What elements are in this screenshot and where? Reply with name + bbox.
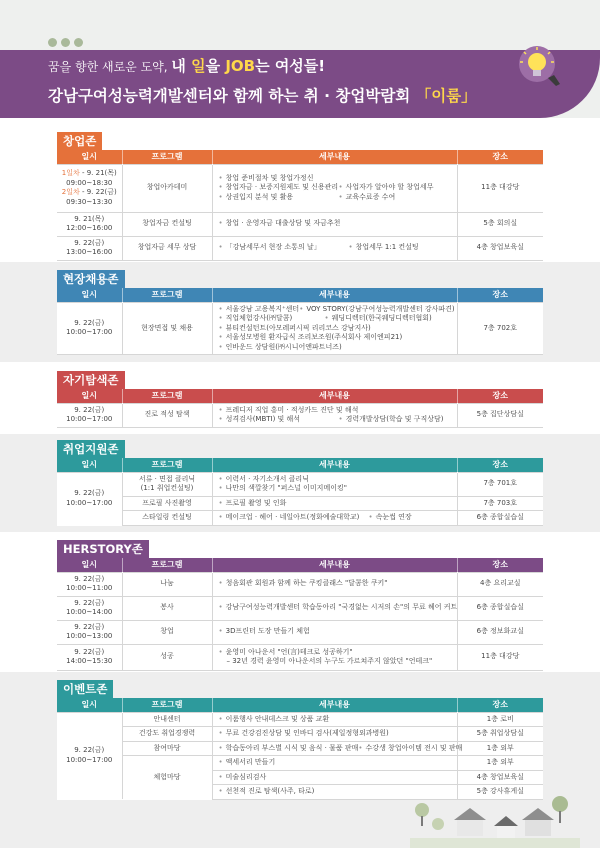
zone-title-event: 이벤트존 [57,680,113,698]
table-row: 9. 22(금) 10:00~17:00 서류 · 면접 클리닉 (1:1 취업컨설팅) • 이력서 · 자기소개서 클리닉 • 나만의 색깔찾기 "퍼스널 이미지메이킹" 7층 701호 [57,472,543,496]
table-row: 건강도 취업경쟁력 • 무료 건강검진상담 및 인바디 검사(제일정형외과병원) 5층 취업상담실 [57,727,543,742]
hiring-table [57,288,543,355]
table-row: 스타일링 컨설팅 • 메이크업 · 헤어 · 네일아트(정화예술대학교) • 속눈썹 연장 6층 종합실습실 [57,511,543,526]
self-table [57,389,543,428]
support-section [0,434,600,532]
table-header-row: 일시 프로그램 세부내용 장소 [57,288,543,302]
table-row: 1일차 - 9. 21(목) 09:00~18:30 2일차 - 9. 22(금) 09:30~13:30 창업아카데미 • 창업 준비절차 및 창업가정신 • 창업자금 · 보증지원제도 및 신용관리 • 사업자가 알아야 할 창업세무 • 상권입지 분석 및 활용 • 교육수료증 수여 11층 대강당 [57,164,543,212]
table-row: 9. 22(금) 10:00~13:00 창업 • 3D프린터 도장 만들기 체험 6층 정보화교실 [57,620,543,644]
table-row: 9. 22(금) 10:00~14:00 봉사 • 강남구여성능력개발센터 학습동아리 "국경없는 시저의 손"의 무료 헤어 커트 6층 종합실습실 [57,596,543,620]
self-section [0,365,600,432]
table-header-row: 일시 프로그램 세부내용 장소 [57,458,543,472]
startup-section [0,124,600,258]
table-header-row: 일시 프로그램 세부내용 장소 [57,150,543,164]
zone-title-hiring: 현장채용존 [57,270,125,288]
table-row: 9. 22(금) 10:00~17:00 현장면접 및 채용 • 서울강남 고용복지⁺센터 • VOY STORY(강남구여성능력개발센터 강사파견) • 직업체험강사(㈜달콤) • 웨딩디렉터(한국웨딩디렉터협회) • 뷰티컨설턴트(아모레퍼시픽 리리코스 강남지사) • 서울성모병원 환자급식 조리보조원(주식회사 제이엔피21) • 인바운드 상담원(㈜시니어앤파트너즈) 7층 702호 [57,302,543,355]
table-row: • 선천적 진로 탐색(사주, 타로) 5층 강사휴게실 [57,785,543,800]
table-header-row: 일시 프로그램 세부내용 장소 [57,558,543,572]
table-row: 9. 22(금) 10:00~11:00 나눔 • 청음회관 회원과 함께 하는 쿠킹클래스 "달콤한 쿠키" 4층 요리교실 [57,572,543,596]
hiring-section [0,262,600,362]
header-banner [0,0,600,118]
zone-title-startup: 창업존 [57,132,102,150]
startup-table [57,150,543,261]
table-row: 체험마당 • 액세서리 만들기 1층 외부 [57,756,543,771]
village-illustration-icon [410,790,580,848]
table-row: 9. 22(금) 14:00~15:30 성공 • 윤영미 아나운서 "언(言)테크로 성공하기" – 32년 경력 윤영미 아나운서의 누구도 가르쳐주지 않았던 "언테크" 11층 대강당 [57,644,543,670]
tagline: 꿈을 향한 새로운 도약, 내 일을 JOB는 여성들! [48,57,326,75]
page-title: 강남구여성능력개발센터와 함께 하는 취 · 창업박람회 「이룸」 [48,87,477,105]
table-header-row: 일시 프로그램 세부내용 장소 [57,698,543,712]
zone-title-support: 취업지원존 [57,440,125,458]
zone-title-self: 자기탐색존 [57,371,125,389]
table-row: 9. 22(금) 13:00~16:00 창업자금 세무 상담 • 「강남세무서 현장 소통의 날」 • 창업세무 1:1 컨설팅 4층 창업보육실 [57,236,543,260]
herstory-table [57,558,543,671]
lightbulb-icon [512,42,562,92]
table-header-row: 일시 프로그램 세부내용 장소 [57,389,543,403]
table-row: • 미술심리검사 4층 창업보육실 [57,770,543,785]
zone-title-herstory: HERSTORY존 [57,540,149,558]
support-table [57,458,543,526]
table-row: 프로필 사진촬영 • 프로필 촬영 및 인화 7층 703호 [57,496,543,511]
table-row: 9. 22(금) 10:00~17:00 안내센터 • 이룸행사 안내데스크 및 상품 교환 1층 로비 [57,712,543,727]
table-row: 참여마당 • 학습동아리 부스별 시식 및 음식 · 물품 판매 • 수강생 창업아이템 전시 및 판매 1층 외부 [57,741,543,756]
herstory-section [0,534,600,668]
decor-dots [48,38,83,47]
table-row: 9. 21(목) 12:00~16:00 창업자금 컨설팅 • 창업 · 운영자금 대출상담 및 자금추천 5층 회의실 [57,212,543,236]
table-row: 9. 22(금) 10:00~17:00 진로 적성 탐색 • 프레디저 직업 흥미 · 적성카드 진단 및 해석 • 성격검사(MBTI) 및 해석 • 경력개발상담(학습 및 구직상담) 5층 집단상담실 [57,403,543,427]
event-table [57,698,543,800]
